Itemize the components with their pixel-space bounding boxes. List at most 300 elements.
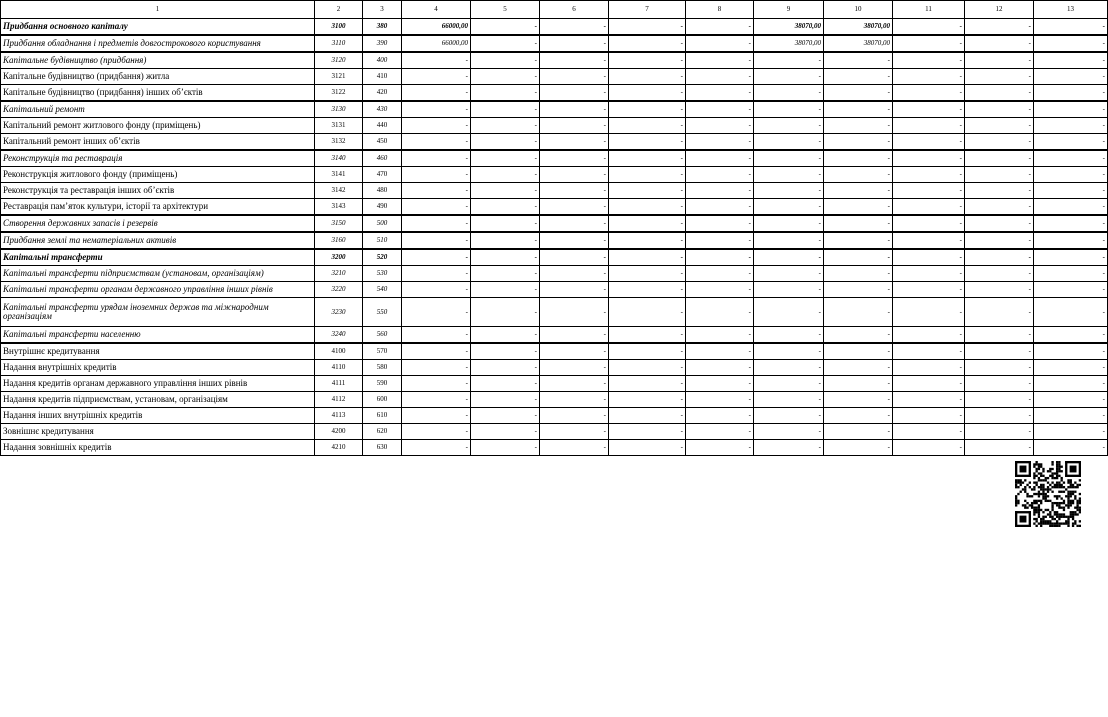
value-cell: - — [471, 282, 540, 298]
value-cell: - — [1034, 85, 1108, 102]
value-cell: - — [540, 134, 609, 151]
kekv-code: 3110 — [315, 35, 363, 52]
value-cell: - — [754, 183, 824, 199]
value-cell: - — [686, 360, 754, 376]
value-cell: - — [965, 101, 1034, 118]
value-cell: - — [824, 327, 893, 344]
value-cell: - — [1034, 360, 1108, 376]
value-cell: - — [609, 101, 686, 118]
value-cell: - — [824, 199, 893, 216]
row-label: Капітальний ремонт житлового фонду (приміщень) — [1, 118, 315, 134]
value-cell: - — [965, 408, 1034, 424]
value-cell: - — [754, 69, 824, 85]
value-cell: - — [471, 408, 540, 424]
value-cell: - — [540, 327, 609, 344]
value-cell: - — [824, 249, 893, 266]
value-cell: - — [540, 408, 609, 424]
value-cell: - — [1034, 232, 1108, 249]
value-cell: - — [965, 298, 1034, 327]
value-cell: - — [824, 183, 893, 199]
row-code: 400 — [363, 52, 402, 69]
row-label: Реконструкція та реставрація — [1, 150, 315, 167]
table-row — [1, 167, 1108, 183]
row-code: 500 — [363, 215, 402, 232]
value-cell: - — [824, 266, 893, 282]
value-cell: - — [893, 392, 965, 408]
value-cell: - — [686, 232, 754, 249]
value-cell: - — [540, 343, 609, 360]
value-cell: - — [609, 343, 686, 360]
value-cell: 38070,00 — [754, 35, 824, 52]
value-cell: - — [965, 376, 1034, 392]
row-code: 620 — [363, 424, 402, 440]
row-code: 410 — [363, 69, 402, 85]
value-cell: - — [402, 298, 471, 327]
value-cell: - — [471, 215, 540, 232]
table-row — [1, 85, 1108, 102]
column-header-1: 1 — [1, 1, 315, 19]
value-cell: - — [1034, 424, 1108, 440]
value-cell: - — [540, 215, 609, 232]
row-code: 460 — [363, 150, 402, 167]
value-cell: - — [686, 52, 754, 69]
value-cell: - — [609, 199, 686, 216]
table-row — [1, 360, 1108, 376]
value-cell: - — [1034, 392, 1108, 408]
value-cell: - — [471, 101, 540, 118]
value-cell: - — [471, 52, 540, 69]
value-cell: - — [824, 282, 893, 298]
value-cell: - — [1034, 52, 1108, 69]
table-row — [1, 249, 1108, 266]
value-cell: - — [965, 69, 1034, 85]
row-label: Надання кредитів органам державного управління інших рівнів — [1, 376, 315, 392]
value-cell: - — [893, 19, 965, 36]
value-cell: - — [893, 249, 965, 266]
value-cell: - — [609, 298, 686, 327]
kekv-code: 3122 — [315, 85, 363, 102]
qr-code — [1015, 461, 1081, 527]
value-cell: - — [609, 167, 686, 183]
value-cell: - — [824, 408, 893, 424]
value-cell: - — [540, 19, 609, 36]
kekv-code: 3140 — [315, 150, 363, 167]
value-cell: - — [402, 440, 471, 456]
value-cell: - — [609, 215, 686, 232]
value-cell: - — [965, 150, 1034, 167]
row-label: Капітальні трансферти населенню — [1, 327, 315, 344]
value-cell: - — [471, 327, 540, 344]
value-cell: - — [893, 215, 965, 232]
value-cell: - — [893, 101, 965, 118]
value-cell: - — [540, 440, 609, 456]
value-cell: - — [754, 298, 824, 327]
value-cell: - — [824, 392, 893, 408]
value-cell: - — [824, 167, 893, 183]
row-code: 530 — [363, 266, 402, 282]
row-label: Створення державних запасів і резервів — [1, 215, 315, 232]
value-cell: - — [893, 232, 965, 249]
value-cell: - — [402, 118, 471, 134]
value-cell: - — [824, 360, 893, 376]
table-row — [1, 424, 1108, 440]
row-code: 580 — [363, 360, 402, 376]
value-cell: - — [686, 150, 754, 167]
value-cell: - — [540, 118, 609, 134]
table-row — [1, 150, 1108, 167]
value-cell: - — [824, 440, 893, 456]
value-cell: - — [1034, 183, 1108, 199]
value-cell: - — [686, 282, 754, 298]
value-cell: - — [402, 424, 471, 440]
value-cell: - — [824, 52, 893, 69]
value-cell: - — [540, 232, 609, 249]
table-row — [1, 101, 1108, 118]
value-cell: - — [754, 376, 824, 392]
row-label: Реконструкція житлового фонду (приміщень) — [1, 167, 315, 183]
row-code: 510 — [363, 232, 402, 249]
row-label: Надання кредитів підприємствам, установам, організаціям — [1, 392, 315, 408]
value-cell: - — [686, 69, 754, 85]
value-cell: - — [965, 282, 1034, 298]
value-cell: - — [540, 35, 609, 52]
row-label: Придбання обладнання і предметів довгострокового користування — [1, 35, 315, 52]
value-cell: - — [402, 150, 471, 167]
row-code: 630 — [363, 440, 402, 456]
column-header-6: 6 — [540, 1, 609, 19]
row-code: 610 — [363, 408, 402, 424]
value-cell: - — [824, 343, 893, 360]
value-cell: - — [609, 282, 686, 298]
table-row — [1, 35, 1108, 52]
value-cell: - — [965, 327, 1034, 344]
value-cell: - — [471, 85, 540, 102]
kekv-code: 3120 — [315, 52, 363, 69]
value-cell: - — [965, 134, 1034, 151]
value-cell: - — [686, 19, 754, 36]
row-label: Придбання землі та нематеріальних активів — [1, 232, 315, 249]
value-cell: - — [1034, 298, 1108, 327]
value-cell: 38070,00 — [824, 35, 893, 52]
value-cell: - — [402, 85, 471, 102]
value-cell: - — [965, 360, 1034, 376]
value-cell: - — [893, 134, 965, 151]
value-cell: - — [471, 199, 540, 216]
value-cell: - — [686, 199, 754, 216]
row-code: 560 — [363, 327, 402, 344]
row-label: Зовнішнє кредитування — [1, 424, 315, 440]
value-cell: - — [754, 232, 824, 249]
value-cell: - — [686, 35, 754, 52]
value-cell: - — [471, 360, 540, 376]
row-label: Надання внутрішніх кредитів — [1, 360, 315, 376]
value-cell: - — [402, 134, 471, 151]
value-cell: - — [754, 199, 824, 216]
value-cell: - — [754, 282, 824, 298]
value-cell: - — [824, 134, 893, 151]
value-cell: - — [609, 327, 686, 344]
value-cell: - — [540, 360, 609, 376]
value-cell: - — [824, 69, 893, 85]
value-cell: - — [965, 199, 1034, 216]
value-cell: - — [965, 266, 1034, 282]
value-cell: - — [965, 424, 1034, 440]
value-cell: - — [754, 249, 824, 266]
row-code: 480 — [363, 183, 402, 199]
value-cell: - — [609, 392, 686, 408]
value-cell: - — [686, 376, 754, 392]
value-cell: - — [609, 85, 686, 102]
value-cell: - — [1034, 249, 1108, 266]
value-cell: - — [1034, 215, 1108, 232]
value-cell: 38070,00 — [754, 19, 824, 36]
kekv-code: 3143 — [315, 199, 363, 216]
value-cell: - — [1034, 167, 1108, 183]
value-cell: - — [893, 360, 965, 376]
row-label: Надання зовнішніх кредитів — [1, 440, 315, 456]
value-cell: - — [402, 167, 471, 183]
value-cell: - — [965, 249, 1034, 266]
column-header-4: 4 — [402, 1, 471, 19]
value-cell: - — [540, 266, 609, 282]
value-cell: - — [609, 150, 686, 167]
column-header-13: 13 — [1034, 1, 1108, 19]
value-cell: - — [540, 101, 609, 118]
value-cell: - — [754, 150, 824, 167]
row-label: Капітальні трансферти підприємствам (установам, організаціям) — [1, 266, 315, 282]
value-cell: - — [754, 101, 824, 118]
value-cell: - — [540, 376, 609, 392]
value-cell: - — [824, 85, 893, 102]
value-cell: - — [893, 266, 965, 282]
kekv-code: 4200 — [315, 424, 363, 440]
value-cell: - — [540, 199, 609, 216]
value-cell: - — [754, 327, 824, 344]
table-row — [1, 118, 1108, 134]
kekv-code: 3160 — [315, 232, 363, 249]
value-cell: - — [965, 35, 1034, 52]
kekv-code: 3240 — [315, 327, 363, 344]
value-cell: - — [609, 376, 686, 392]
value-cell: - — [686, 118, 754, 134]
row-code: 590 — [363, 376, 402, 392]
value-cell: - — [471, 183, 540, 199]
value-cell: - — [540, 298, 609, 327]
value-cell: - — [754, 392, 824, 408]
value-cell: - — [540, 167, 609, 183]
table-row — [1, 282, 1108, 298]
value-cell: - — [540, 150, 609, 167]
value-cell: - — [686, 249, 754, 266]
kekv-code: 3150 — [315, 215, 363, 232]
kekv-code: 3142 — [315, 183, 363, 199]
table-row — [1, 298, 1108, 327]
value-cell: - — [1034, 266, 1108, 282]
value-cell: - — [686, 101, 754, 118]
value-cell: - — [824, 424, 893, 440]
row-code: 450 — [363, 134, 402, 151]
value-cell: - — [824, 118, 893, 134]
value-cell: - — [686, 327, 754, 344]
value-cell: - — [824, 232, 893, 249]
value-cell: - — [893, 408, 965, 424]
column-header-5: 5 — [471, 1, 540, 19]
row-label: Внутрішнє кредитування — [1, 343, 315, 360]
kekv-code: 4110 — [315, 360, 363, 376]
value-cell: - — [609, 440, 686, 456]
value-cell: - — [893, 282, 965, 298]
kekv-code: 4210 — [315, 440, 363, 456]
value-cell: - — [965, 215, 1034, 232]
value-cell: - — [609, 424, 686, 440]
value-cell: - — [893, 85, 965, 102]
row-code: 490 — [363, 199, 402, 216]
value-cell: - — [402, 101, 471, 118]
value-cell: - — [609, 52, 686, 69]
value-cell: 66000,00 — [402, 35, 471, 52]
value-cell: - — [754, 266, 824, 282]
value-cell: - — [1034, 408, 1108, 424]
table-row — [1, 440, 1108, 456]
table-row — [1, 408, 1108, 424]
value-cell: - — [754, 440, 824, 456]
value-cell: - — [1034, 101, 1108, 118]
value-cell: - — [540, 424, 609, 440]
value-cell: - — [1034, 343, 1108, 360]
value-cell: - — [540, 52, 609, 69]
value-cell: - — [471, 249, 540, 266]
value-cell: - — [754, 408, 824, 424]
value-cell: - — [893, 52, 965, 69]
value-cell: - — [402, 266, 471, 282]
value-cell: - — [609, 249, 686, 266]
table-row — [1, 392, 1108, 408]
row-code: 470 — [363, 167, 402, 183]
value-cell: - — [893, 424, 965, 440]
row-code: 540 — [363, 282, 402, 298]
value-cell: - — [540, 249, 609, 266]
row-label: Капітальний ремонт — [1, 101, 315, 118]
value-cell: - — [471, 440, 540, 456]
value-cell: - — [471, 266, 540, 282]
value-cell: - — [893, 376, 965, 392]
value-cell: - — [1034, 35, 1108, 52]
value-cell: - — [893, 298, 965, 327]
value-cell: - — [686, 408, 754, 424]
kekv-code: 3121 — [315, 69, 363, 85]
value-cell: - — [402, 52, 471, 69]
row-code: 390 — [363, 35, 402, 52]
value-cell: - — [686, 85, 754, 102]
value-cell: - — [686, 298, 754, 327]
value-cell: - — [686, 424, 754, 440]
value-cell: - — [540, 85, 609, 102]
row-code: 440 — [363, 118, 402, 134]
value-cell: - — [609, 232, 686, 249]
value-cell: - — [402, 232, 471, 249]
row-label: Капітальне будівництво (придбання) — [1, 52, 315, 69]
value-cell: - — [824, 376, 893, 392]
value-cell: - — [402, 392, 471, 408]
kekv-code: 4113 — [315, 408, 363, 424]
value-cell: - — [965, 118, 1034, 134]
value-cell: - — [471, 19, 540, 36]
value-cell: - — [965, 392, 1034, 408]
value-cell: - — [686, 215, 754, 232]
column-header-7: 7 — [609, 1, 686, 19]
column-number-header — [1, 1, 1108, 19]
value-cell: - — [1034, 19, 1108, 36]
value-cell: - — [609, 118, 686, 134]
value-cell: - — [471, 35, 540, 52]
value-cell: - — [965, 232, 1034, 249]
value-cell: - — [686, 167, 754, 183]
value-cell: - — [893, 35, 965, 52]
row-label: Капітальне будівництво (придбання) інших об’єктів — [1, 85, 315, 102]
value-cell: - — [965, 183, 1034, 199]
row-code: 520 — [363, 249, 402, 266]
value-cell: - — [609, 35, 686, 52]
row-label: Реконструкція та реставрація інших об’єктів — [1, 183, 315, 199]
table-row — [1, 183, 1108, 199]
value-cell: - — [471, 150, 540, 167]
value-cell: - — [1034, 150, 1108, 167]
kekv-code: 3210 — [315, 266, 363, 282]
value-cell: - — [965, 343, 1034, 360]
value-cell: - — [471, 232, 540, 249]
table-row — [1, 266, 1108, 282]
row-label: Капітальні трансферти органам державного управління інших рівнів — [1, 282, 315, 298]
value-cell: - — [402, 249, 471, 266]
value-cell: - — [402, 183, 471, 199]
value-cell: - — [471, 424, 540, 440]
value-cell: - — [754, 360, 824, 376]
value-cell: - — [1034, 282, 1108, 298]
value-cell: - — [965, 440, 1034, 456]
value-cell: - — [754, 118, 824, 134]
value-cell: - — [471, 167, 540, 183]
row-label: Реставрація пам’яток культури, історії та архітектури — [1, 199, 315, 216]
kekv-code: 3220 — [315, 282, 363, 298]
value-cell: - — [893, 150, 965, 167]
value-cell: - — [754, 167, 824, 183]
column-header-2: 2 — [315, 1, 363, 19]
table-row — [1, 232, 1108, 249]
table-row — [1, 134, 1108, 151]
column-header-10: 10 — [824, 1, 893, 19]
row-code: 600 — [363, 392, 402, 408]
value-cell: 66000,00 — [402, 19, 471, 36]
value-cell: - — [893, 183, 965, 199]
value-cell: - — [540, 183, 609, 199]
row-label: Капітальне будівництво (придбання) житла — [1, 69, 315, 85]
value-cell: - — [754, 134, 824, 151]
value-cell: - — [893, 199, 965, 216]
value-cell: - — [1034, 327, 1108, 344]
value-cell: - — [471, 298, 540, 327]
column-header-12: 12 — [965, 1, 1034, 19]
kekv-code: 3131 — [315, 118, 363, 134]
row-label: Надання інших внутрішніх кредитів — [1, 408, 315, 424]
value-cell: - — [893, 327, 965, 344]
value-cell: - — [402, 327, 471, 344]
value-cell: - — [402, 360, 471, 376]
kekv-code: 4111 — [315, 376, 363, 392]
value-cell: - — [609, 266, 686, 282]
value-cell: - — [686, 343, 754, 360]
value-cell: - — [1034, 118, 1108, 134]
value-cell: - — [686, 392, 754, 408]
